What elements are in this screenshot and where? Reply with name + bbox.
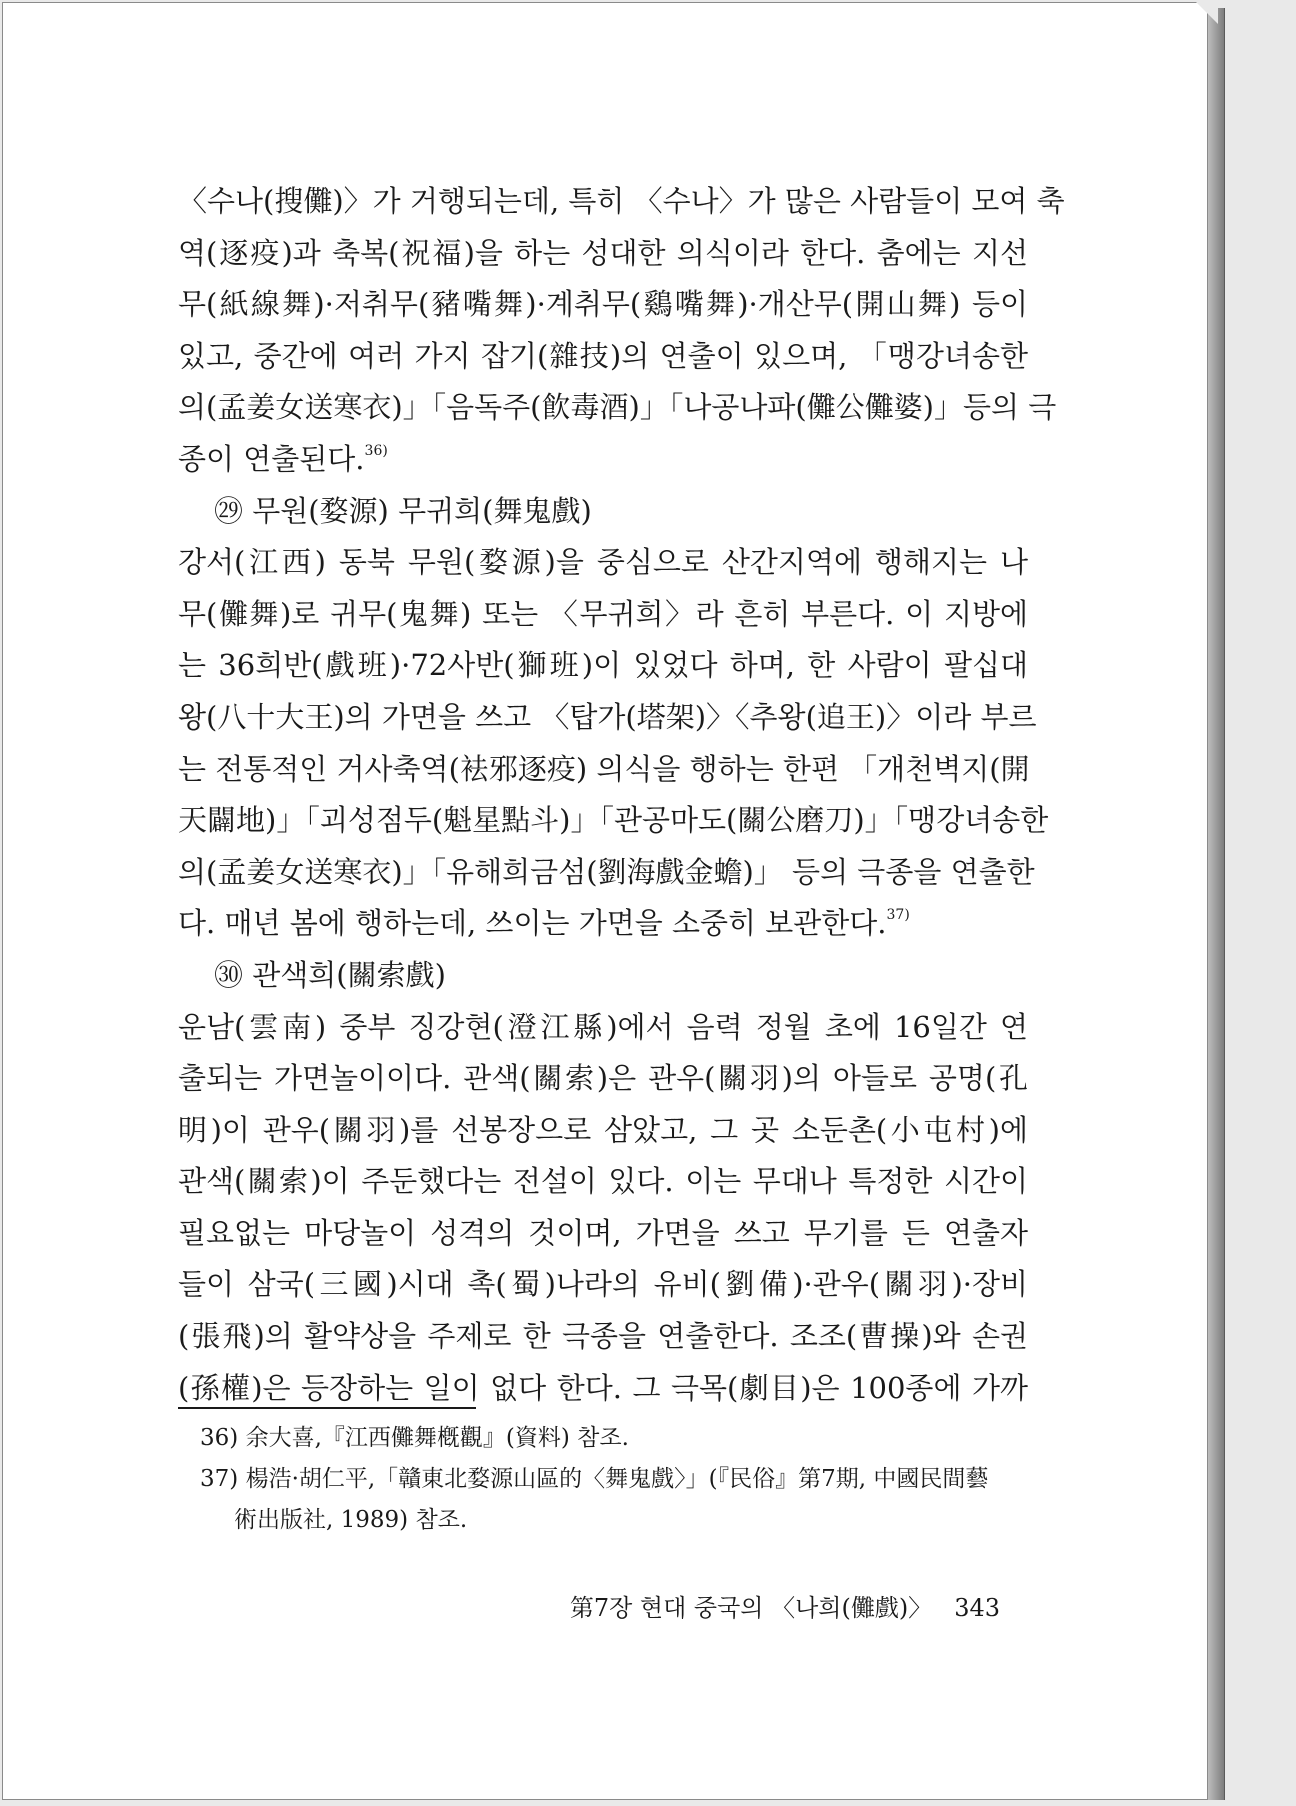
text-line: 明)이 관우(關羽)를 선봉장으로 삼았고, 그 곳 소둔촌(小屯村)에 — [178, 1112, 1028, 1147]
text-line: 무(儺舞)로 귀무(鬼舞) 또는 〈무귀희〉라 흔히 부른다. 이 지방에 — [178, 596, 1028, 631]
footnote-number: 37) — [200, 1466, 239, 1492]
text-line: (孫權)은 등장하는 일이 없다 한다. 그 극목(劇目)은 100종에 가까 — [178, 1370, 1028, 1405]
footnote-ref-36: 36) — [364, 442, 388, 459]
text-line: 는 36희반(戲班)·72사반(獅班)이 있었다 하며, 한 사람이 팔십대 — [178, 648, 1028, 683]
text-line-content: 다. 매년 봄에 행하는데, 쓰이는 가면을 소중히 보관한다. — [178, 906, 887, 941]
text-line: (張飛)의 활약상을 주제로 한 극종을 연출한다. 조조(曹操)와 손권 — [178, 1319, 1028, 1354]
text-line: 天闢地)」「괴성점두(魁星點斗)」「관공마도(關公磨刀)」「맹강녀송한 — [178, 803, 1049, 838]
footnote-number: 36) — [200, 1425, 239, 1451]
footnote-ref-37: 37) — [886, 907, 910, 924]
text-line: 있고, 중간에 여러 가지 잡기(雜技)의 연출이 있으며, 「맹강녀송한 — [178, 338, 1028, 373]
footnote-text: 余大喜,『江西儺舞槪觀』(資料) 참조. — [245, 1425, 629, 1451]
text-line: 의(孟姜女送寒衣)」「유해희금섬(劉海戲金蟾)」 등의 극종을 연출한 — [178, 854, 1035, 889]
page-edge-stack — [1208, 8, 1225, 1800]
text-line: 역(逐疫)과 축복(祝福)을 하는 성대한 의식이라 한다. 춤에는 지선 — [178, 235, 1028, 270]
text-line: 〈수나(搜儺)〉가 거행되는데, 특히 〈수나〉가 많은 사람들이 모여 축 — [178, 184, 1065, 218]
text-line: 의(孟姜女送寒衣)」「음독주(飮毒酒)」「나공나파(儺公儺婆)」등의 극 — [178, 390, 1057, 425]
running-footer — [530, 1591, 1000, 1625]
section-heading-30: ㉚ 관색희(關索戲) — [214, 957, 446, 992]
footnote-divider — [178, 1407, 476, 1409]
section-heading-29: ㉙ 무원(婺源) 무귀희(舞鬼戲) — [214, 493, 592, 528]
text-line: 필요없는 마당놀이 성격의 것이며, 가면을 쓰고 무기를 든 연출자 — [178, 1215, 1028, 1250]
text-line: 왕(八十大王)의 가면을 쓰고 〈탑가(塔架)〉〈추왕(追王)〉이라 부르 — [178, 699, 1037, 734]
footnotes — [200, 1418, 1030, 1541]
footnote-36 — [200, 1418, 1030, 1459]
text-line: 는 전통적인 거사축역(袪邪逐疫) 의식을 행하는 한편 「개천벽지(開 — [178, 751, 1030, 786]
text-line: 강서(江西) 동북 무원(婺源)을 중심으로 산간지역에 행해지는 나 — [178, 545, 1028, 580]
text-line: 출되는 가면놀이이다. 관색(關索)은 관우(關羽)의 아들로 공명(孔 — [178, 1061, 1028, 1096]
footnote-37-continued: 術出版社, 1989) 참조. — [234, 1507, 468, 1533]
text-line: 무(紙線舞)·저취무(豬嘴舞)·계취무(鷄嘴舞)·개산무(開山舞) 등이 — [178, 287, 1028, 322]
text-line-content: 종이 연출된다. — [178, 441, 365, 476]
footnote-37 — [200, 1459, 1030, 1500]
chapter-title: 第7장 현대 중국의 〈나희(儺戲)〉 — [569, 1594, 933, 1622]
text-line: 관색(關索)이 주둔했다는 전설이 있다. 이는 무대나 특정한 시간이 — [178, 1164, 1028, 1199]
text-line: 운남(雲南) 중부 징강현(澄江縣)에서 음력 정월 초에 16일간 연 — [178, 1009, 1028, 1044]
page-corner-fold — [1196, 2, 1218, 24]
text-line — [178, 434, 1028, 486]
text-line — [178, 898, 1028, 950]
footnote-text: 楊浩·胡仁平,「贛東北婺源山區的〈舞鬼戲〉」(『民俗』第7期, 中國民間藝 — [245, 1466, 989, 1492]
text-line: 들이 삼국(三國)시대 촉(蜀)나라의 유비(劉備)·관우(關羽)·장비 — [178, 1267, 1028, 1302]
page-number: 343 — [954, 1594, 1000, 1622]
main-text — [178, 176, 1065, 1414]
